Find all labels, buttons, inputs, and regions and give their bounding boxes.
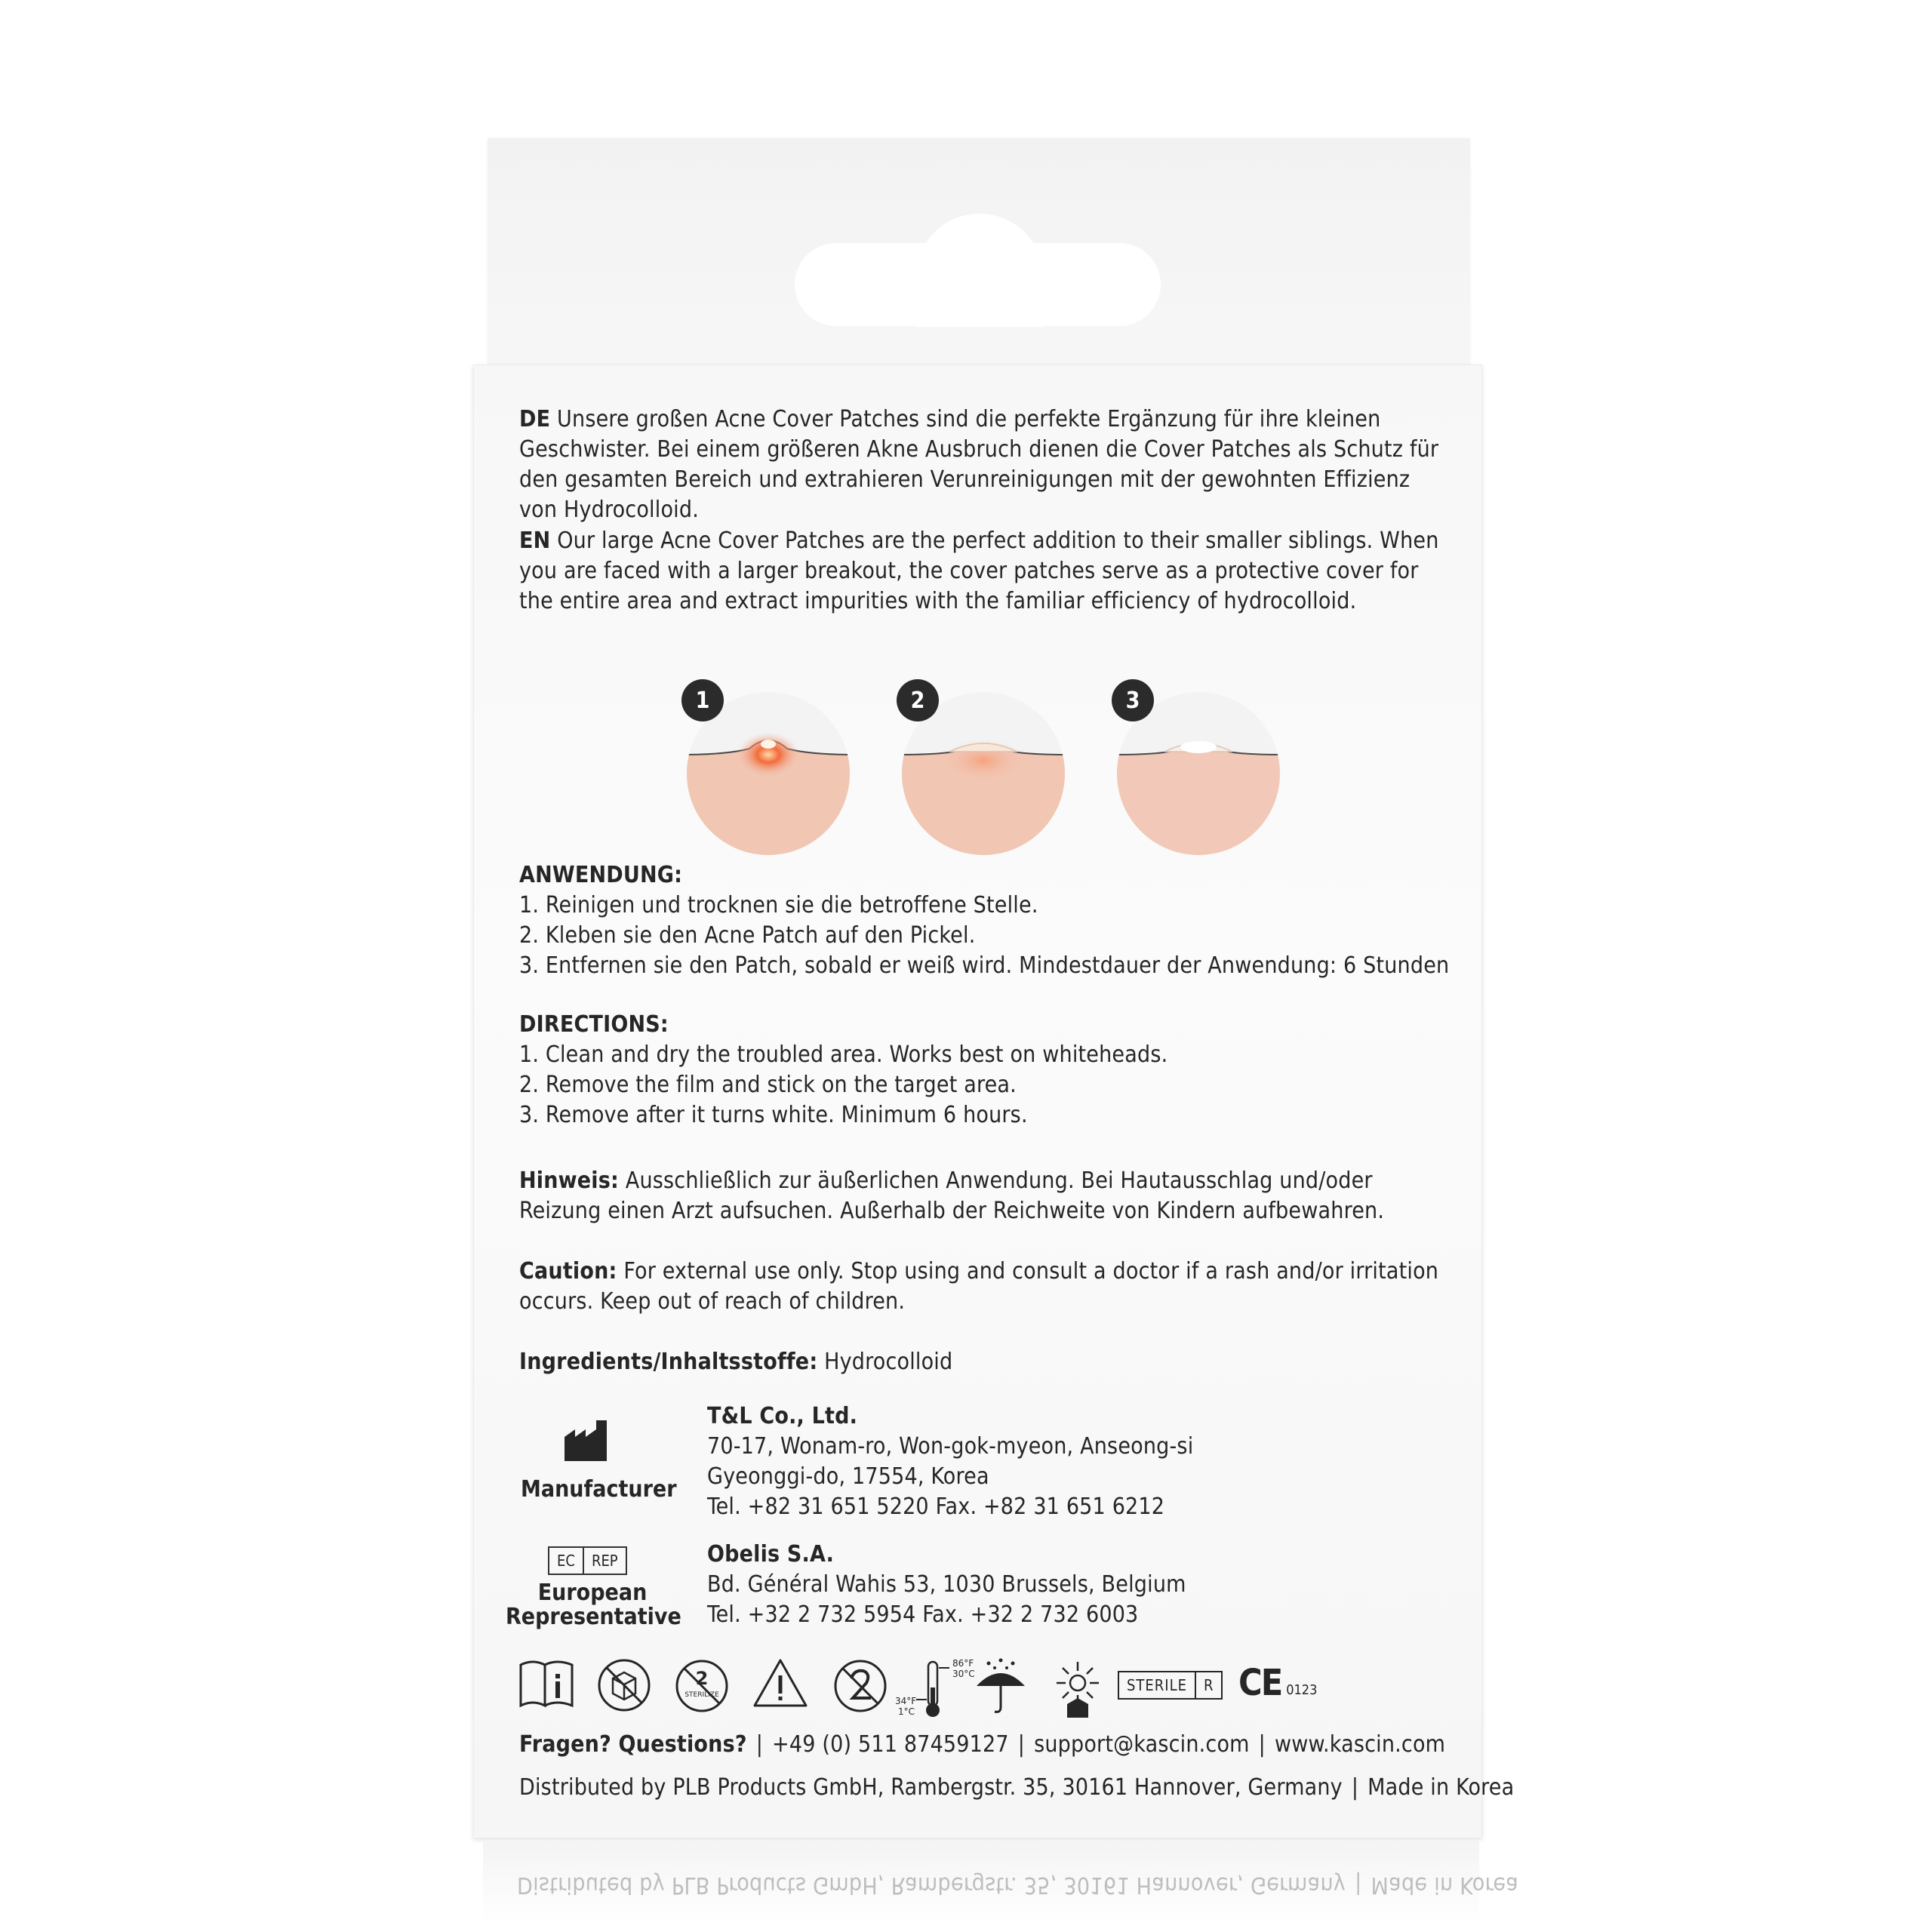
made-in-text: Made in Korea: [1367, 1774, 1515, 1801]
do-not-use-if-damaged-icon: [596, 1657, 652, 1713]
ingredients-label: Ingredients/Inhaltsstoffe:: [519, 1349, 818, 1375]
warning-icon: [752, 1657, 809, 1710]
sterile-label: STERILE: [1127, 1676, 1187, 1694]
factory-icon: [563, 1419, 610, 1463]
website-link[interactable]: www.kascin.com: [1274, 1731, 1446, 1758]
temp-low-f: 34°F: [895, 1696, 917, 1706]
step-2: [897, 679, 1070, 868]
sym-two: 2: [695, 1668, 709, 1689]
step-number: 2: [897, 679, 939, 721]
representative-company: Obelis S.A.: [707, 1541, 835, 1567]
caution-text: For external use only. Stop using and consult a doctor if a rash and/or irritation occurs. Keep out of reach of children.: [519, 1258, 1439, 1315]
directions-section: [519, 1010, 1168, 1131]
hanger-hole-slot: [795, 243, 1161, 326]
manufacturer-address-line: Gyeonggi-do, 17554, Korea: [707, 1463, 989, 1490]
temp-low-c: 1°C: [898, 1706, 915, 1717]
description-de: [519, 405, 1447, 525]
manufacturer-address: [707, 1401, 1193, 1522]
step-number: 1: [681, 679, 724, 721]
anwendung-section: [519, 860, 1449, 981]
keep-away-from-sunlight-icon: [1046, 1657, 1109, 1721]
temp-high-f: 86°F: [952, 1658, 974, 1669]
reflection-text: Distributed by PLB Products GmbH, Rambergstr. 35, 30161 Hannover, Germany | Made in Korea: [517, 1872, 1519, 1898]
ec-rep-symbol: [548, 1546, 627, 1575]
temperature-limit-icon: [895, 1657, 978, 1721]
hinweis-text: Ausschließlich zur äußerlichen Anwendung. Bei Hautausschlag und/oder Reizung einen Arzt aufsuchen. Außerhalb der Reichweite von Kindern aufbewahren.: [519, 1168, 1385, 1224]
anwendung-item: 3. Entfernen sie den Patch, sobald er weiß wird. Mindestdauer der Anwendung: 6 Stunden: [519, 952, 1450, 979]
sterile-r-label: R: [1195, 1672, 1222, 1698]
step-number: 3: [1112, 679, 1154, 721]
steps-illustration: [664, 679, 1343, 868]
keep-dry-icon: [971, 1657, 1031, 1718]
box-reflection: [483, 1841, 1519, 1924]
description-en: [519, 526, 1447, 617]
ce-mark: [1238, 1663, 1317, 1703]
manufacturer-phone: Tel. +82 31 651 5220 Fax. +82 31 651 6212: [707, 1494, 1165, 1520]
representative-label-line: European: [537, 1580, 648, 1606]
manufacturer-company: T&L Co., Ltd.: [707, 1403, 858, 1429]
caution-section: [519, 1257, 1447, 1317]
step-1: [681, 679, 855, 868]
representative-label-line: Representative: [506, 1604, 681, 1630]
anwendung-item: 1. Reinigen und trocknen sie die betroffene Stelle.: [519, 892, 1038, 918]
questions-line: Fragen? Questions? | +49 (0) 511 87459127 | support@kascin.com | www.kascin.com: [519, 1731, 1446, 1758]
rep-label: REP: [583, 1548, 626, 1574]
en-text: Our large Acne Cover Patches are the perfect addition to their smaller siblings. When you are faced with a larger breakout, the cover patches serve as a protective cover for the entire area and extract impurities with the familiar efficiency of hydrocolloid.: [519, 528, 1439, 614]
reflection-distributed: Distributed by PLB Products GmbH, Rambergstr. 35, 30161 Hannover, Germany: [517, 1872, 1346, 1898]
ce-label: CE: [1238, 1662, 1282, 1704]
do-not-resterilize-icon: [673, 1657, 731, 1715]
directions-item: 3. Remove after it turns white. Minimum 6 hours.: [519, 1102, 1028, 1128]
caution-label: Caution:: [519, 1258, 617, 1284]
anwendung-heading: ANWENDUNG:: [519, 862, 683, 888]
temp-high-c: 30°C: [952, 1669, 975, 1679]
representative-address-line: Bd. Général Wahis 53, 1030 Brussels, Belgium: [707, 1571, 1186, 1598]
support-phone[interactable]: +49 (0) 511 87459127: [772, 1731, 1009, 1758]
directions-item: 2. Remove the film and stick on the target area.: [519, 1072, 1017, 1098]
ec-label: EC: [557, 1552, 575, 1570]
representative-label: [506, 1581, 679, 1629]
questions-label: Fragen? Questions?: [519, 1731, 747, 1758]
ce-number: 0123: [1286, 1682, 1318, 1698]
anwendung-item: 2. Kleben sie den Acne Patch auf den Pickel.: [519, 922, 976, 949]
single-use-icon: [832, 1657, 889, 1715]
regulatory-symbols: [518, 1657, 1333, 1718]
distributed-line: Distributed by PLB Products GmbH, Rambergstr. 35, 30161 Hannover, Germany | Made in Korea: [519, 1774, 1515, 1801]
distributed-text: Distributed by PLB Products GmbH, Rambergstr. 35, 30161 Hannover, Germany: [519, 1774, 1343, 1801]
sym-sterilize-text: STERILIZE: [685, 1691, 719, 1699]
support-email[interactable]: support@kascin.com: [1034, 1731, 1250, 1758]
manufacturer-label: Manufacturer: [521, 1476, 677, 1503]
instructions-icon: [518, 1657, 575, 1710]
de-text: Unsere großen Acne Cover Patches sind die perfekte Ergänzung für ihre kleinen Geschwister. Bei einem größeren Akne Ausbruch dienen die Cover Patches als Schutz für den gesamten Bereich und extrahieren Verunreinigungen mit der gewohnten Effizienz von Hydrocolloid.: [519, 406, 1439, 523]
ingredients-value: Hydrocolloid: [824, 1349, 953, 1375]
sterile-r-symbol: [1118, 1671, 1223, 1700]
step-3: [1112, 679, 1285, 868]
representative-address: [707, 1540, 1186, 1630]
en-tag: EN: [519, 528, 551, 554]
hinweis-section: [519, 1166, 1447, 1226]
directions-item: 1. Clean and dry the troubled area. Works best on whiteheads.: [519, 1041, 1168, 1068]
directions-heading: DIRECTIONS:: [519, 1011, 669, 1038]
ingredients-section: [519, 1347, 1447, 1377]
representative-phone: Tel. +32 2 732 5954 Fax. +32 2 732 6003: [707, 1601, 1139, 1628]
hinweis-label: Hinweis:: [519, 1168, 620, 1194]
manufacturer-address-line: 70-17, Wonam-ro, Won-gok-myeon, Anseong-si: [707, 1433, 1194, 1460]
de-tag: DE: [519, 406, 551, 432]
reflection-made-in: Made in Korea: [1371, 1872, 1519, 1898]
